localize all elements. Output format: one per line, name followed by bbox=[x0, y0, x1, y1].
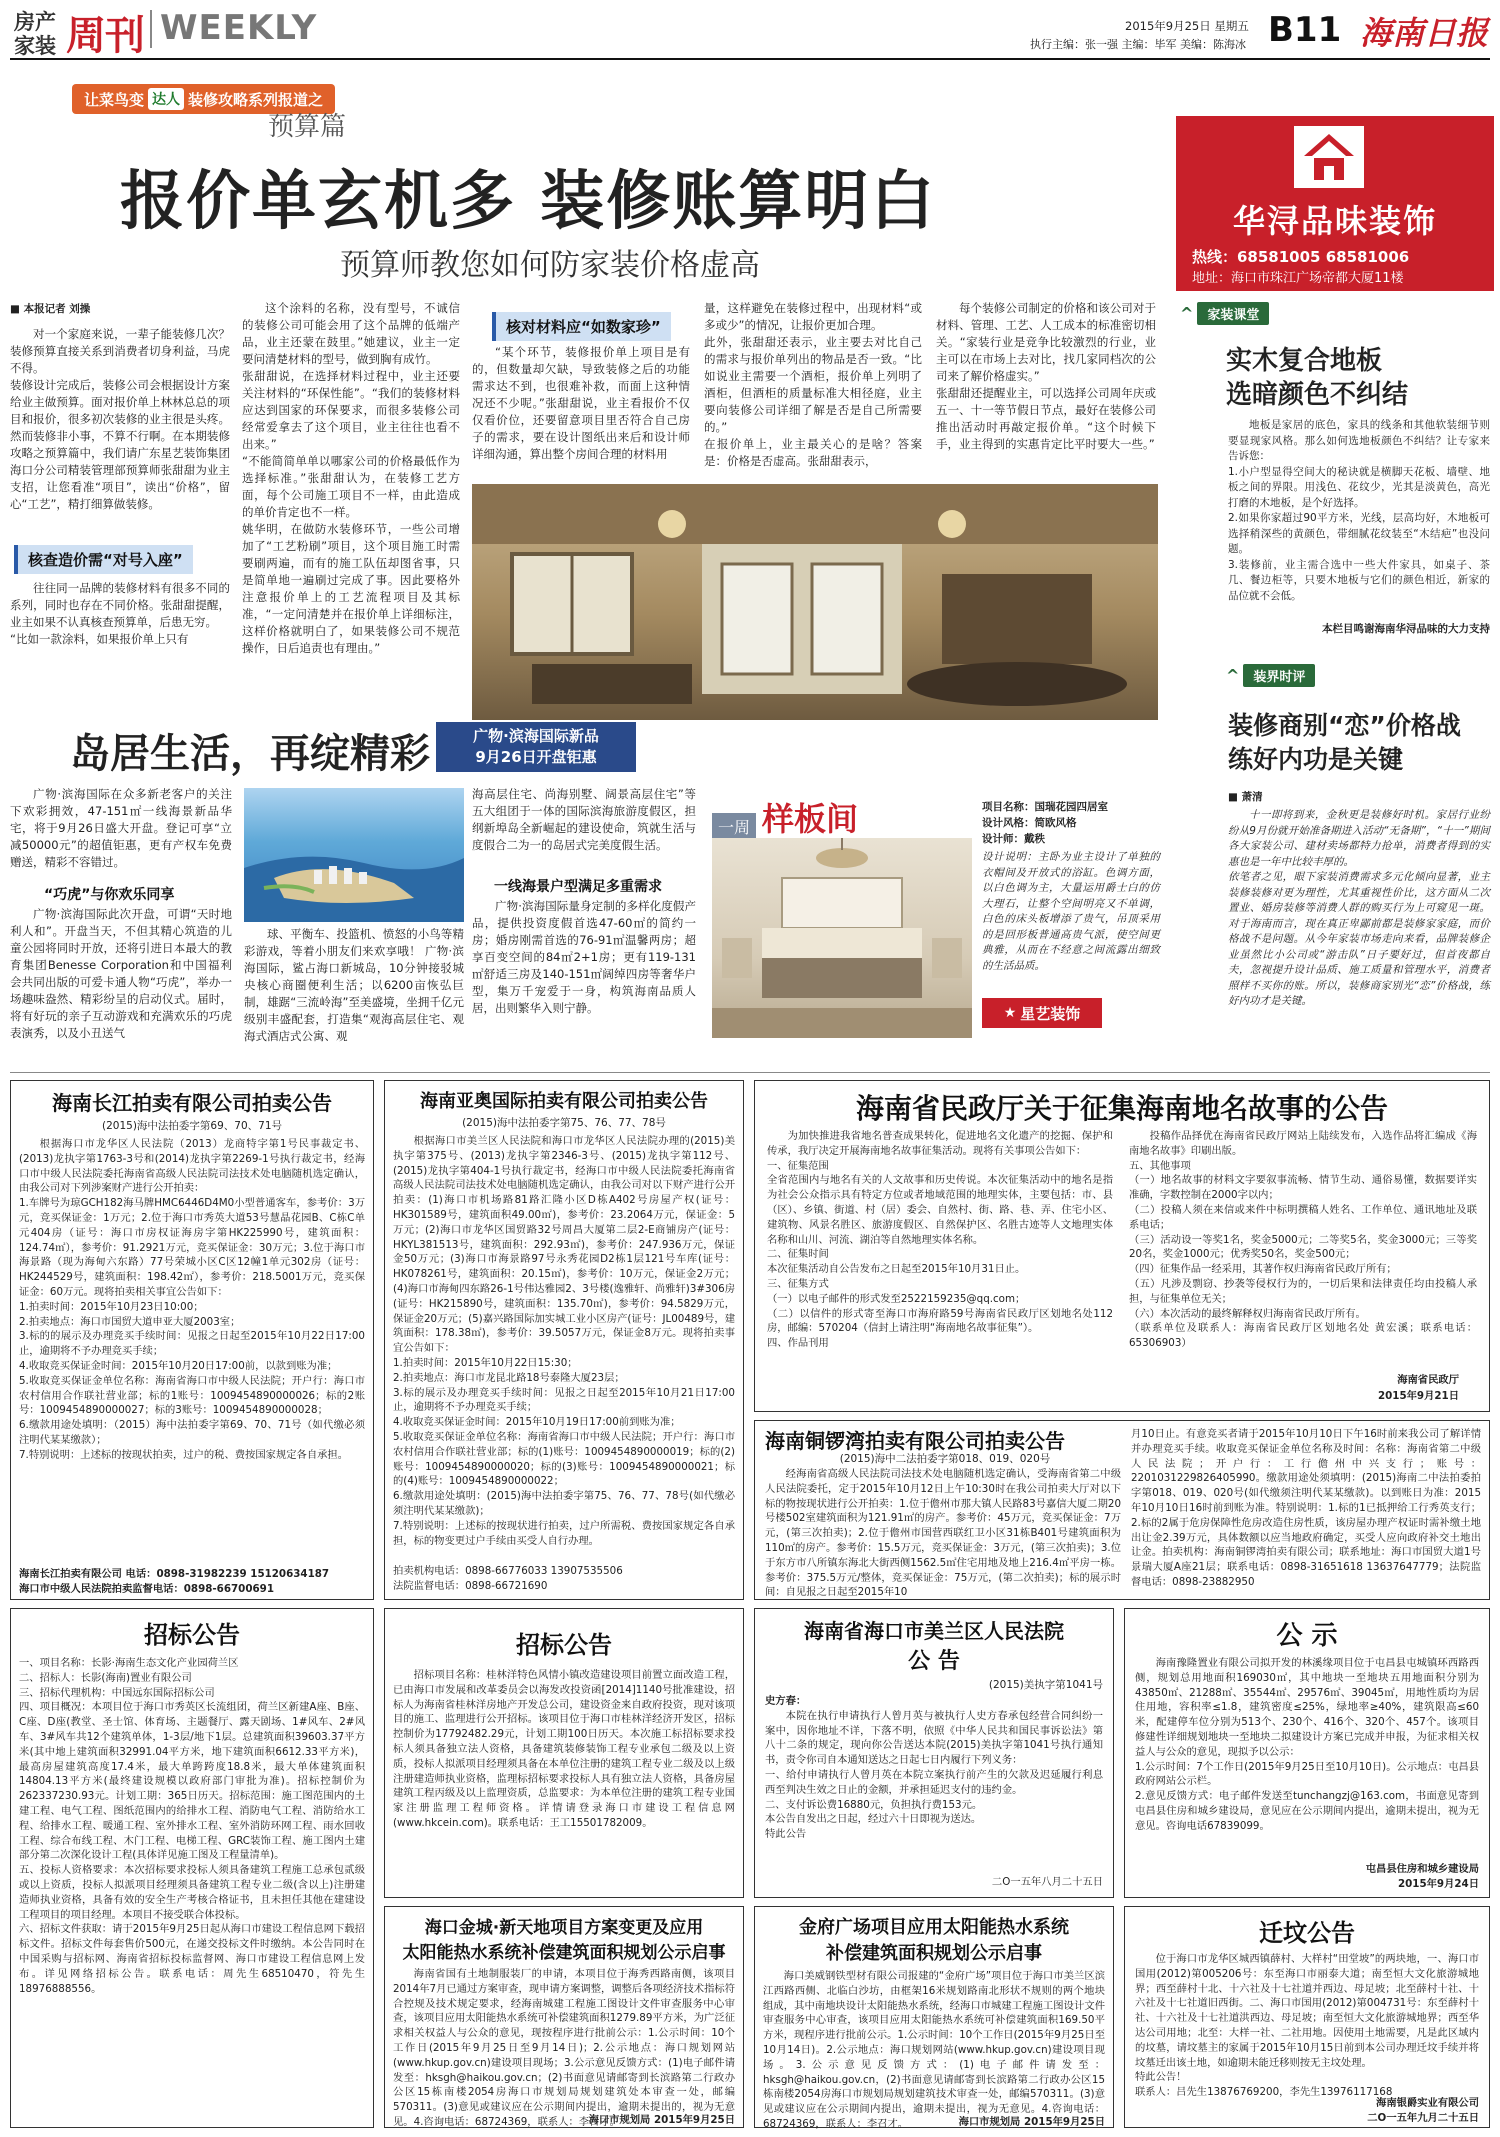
notice-zhaobiao-2 bbox=[384, 1608, 744, 1898]
class-tag-label: 家装课堂 bbox=[1197, 302, 1269, 325]
section-label-bottom: 家装 bbox=[14, 34, 56, 58]
notice-meilan bbox=[754, 1608, 1114, 1898]
class-title-1: 实木复合地板 bbox=[1226, 346, 1383, 376]
notice-gongshi-title: 公 示 bbox=[1276, 1621, 1338, 1651]
class-tag bbox=[1180, 302, 1269, 325]
notice-meilan-date: 二O一五年八月二十五日 bbox=[991, 1875, 1103, 1888]
showroom-concept: 设计说明：主卧为业主设计了单独的衣帽间及开放式的浴缸。色调方面，以白色调为主，大量运用爵士白的仿大理石，让整个空间明亮又不单调，白色的床头板增添了贵气，吊顶采用的是回形板普通高贵气派，使空间更典雅，从而在不经意之间流露出细致的生活品质。 bbox=[982, 851, 1160, 972]
section-rule bbox=[10, 1072, 1490, 1073]
lead-col1: 对一个家庭来说，一辈子能装修几次？装修预算直接关系到消费者切身利益，马虎不得。 装修设计完成后，装修公司会根据设计方案给业主做预算。面对报价单上林林总总的项目和报价，很多初次装修的业主很是头疼。然而装修非小事，不算不行啊。在本期装修攻略之预算篇中，我们请广东星艺装饰集团海口分公司精装管理部预算师张甜甜为业主支招，让您看准“项目”，读出“价格”，留心“工艺”，精打细算做装修。 bbox=[10, 327, 230, 511]
notice-qianfen bbox=[1124, 1906, 1490, 2128]
notice-jinfu-title-1: 金府广场项目应用太阳能热水系统 bbox=[799, 1917, 1069, 1938]
notice-yaao-footer-1: 拍卖机构电话：0898-66776033 13907535506 bbox=[393, 1565, 623, 1577]
island-subtitle bbox=[436, 722, 636, 772]
hua-xun-brand: 华浔品味装饰 bbox=[1232, 202, 1437, 240]
notice-yaao-body: 根据海口市美兰区人民法院和海口市龙华区人民法院办理的(2015)美执字第375号、(2013)龙执字第2346-3号、(2015)龙执字第112号、(2015)龙执字第404-1号执行裁定书，经海口市中级人民法院委托海南省高级人民法院司法技术处电脑随机选定确认，由我公司对以下财产进行公开拍卖：(1)海口市机场路81路汇隆小区D栋A402号房屋产权(证号：HK301589号，建筑面积49.00㎡)，参考价：23.2064万元，保证金：5万元；(2)海口市龙华区国贸路32号周昌大厦第二层2-E商铺房产(证号：HKYL381513号，建筑面积：292.93㎡)，参考价：247.936万元，保证金50万元；(3)海口市海景路97号永秀花园D2栋1层121号车库(证号：HK078261号，建筑面积：20.15㎡)，参考价：10万元，保证金2万元；(4)海口市海甸四东路26-1号伟达雅园2、3号楼(逸雅轩、尚雅轩)3#306房(证号：HK215890号，建筑面积：135.70㎡)，参考价：94.5829万元，保证金20万元；(5)嘉兴路国际加实城工业小区房产(证号：JL00489号，建筑面积：178.38㎡)，参考价：39.5057万元，保证金8万元。现将拍卖事宜公告如下： 1.拍卖时间：2015年10月22日15:30； 2.拍卖地点：海口市龙昆北路18号泰隆大厦23层； 3.标的展示及办理竞买手续时间：见报之日起至2015年10月21日17:00止，逾期将不予办理竞买手续； 4.收取竞买保证金时间：2015年10月19日17:00前到账为准； 5.收取竞买保证金单位名称：海南省海口市中级人民法院；开户行：海口市农村信用合作联社营业部；标的(1)账号：1009454890000019；标的(2)账号：1009454890000020；标的(3)账号：1009454890000021；标的(4)账号：1009454890000022； 6.缴款用途处填明：(2015)海中法拍委字第75、76、77、78号(如代缴必须注明代某某缴款)； 7.特别说明：上述标的按现状进行拍卖，过户所需税、费按国家规定各自承担，标的物变更过户手续由买受人自行办理。 bbox=[393, 1135, 735, 1547]
lead-byline: ■ 本报记者 刘操 bbox=[10, 303, 91, 315]
notice-tongluwan-title: 海南铜锣湾拍卖有限公司拍卖公告 bbox=[765, 1429, 1065, 1453]
notice-minzheng-title: 海南省民政厅关于征集海南地名故事的公告 bbox=[855, 1092, 1388, 1125]
lead-col1b: 往往同一品牌的装修材料有很多不同的系列，同时也存在不同价格。张甜甜提醒，业主如果不认真核查预算单，后患无穷。 “比如一款涂料，如果报价单上只有 bbox=[10, 581, 230, 646]
notice-tongluwan bbox=[754, 1420, 1490, 1600]
series-badge: 达人 bbox=[148, 88, 184, 110]
series-part: 预算篇 bbox=[268, 112, 347, 142]
notice-yaao bbox=[384, 1080, 744, 1600]
notice-qianfen-title: 迁坟公告 bbox=[1259, 1919, 1355, 1947]
notice-yaao-footer-2: 法院监督电话：0898-66721690 bbox=[393, 1579, 548, 1592]
notice-meilan-title-2: 公 告 bbox=[908, 1649, 960, 1674]
class-credit: 本栏目鸣谢海南华浔品味的大力支持 bbox=[1322, 623, 1490, 635]
notice-tongluwan-right: 月10日止。有意竞买者请于2015年10月10日下午16时前来我公司了解详情并办理竞买手续。收取竞买保证金单位名称及时间：名称：海南省第二中级人民法院；开户行：工行儋州中兴支行；账号：2201031229826405990。缴款用途处须填明：(2015)海南二中法拍委拍字第018、019、020号(如代缴须注明代某某缴款)。以到账日为准：2015年10月10日16时前到账为准。特别说明：1.标的1已抵押给工行秀英支行；2.标的2属于危房保障性危房改造住房性质，该房屋办理产权证时需补缴土地出让金2.39万元，具体数额以应当地政府确定，买受人应向政府补交土地出让金。拍卖机构：海南铜锣湾拍卖有限公司；联系地址：海口市国贸大道1号景瑞大厦A座21层；联系电话：0898-31651618 13637647779；法院监督电话：0898-23882950 bbox=[1131, 1428, 1481, 1588]
notice-jinyu-title-2: 太阳能热水系统补偿建筑面积规划公示启事 bbox=[402, 1943, 726, 1963]
notice-gongshi-date: 2015年9月24日 bbox=[1397, 1877, 1479, 1890]
notice-qianfen-sign: 海南银爵实业有限公司 bbox=[1376, 2097, 1479, 2109]
bedroom-photo-illustration bbox=[712, 838, 972, 1038]
masthead-rule bbox=[10, 58, 1490, 60]
paper-name: 海南日报 bbox=[1360, 14, 1489, 52]
island-sub-line2: 9月26日开盘钜惠 bbox=[475, 748, 597, 766]
notice-changjiang-body: 根据海口市龙华区人民法院（2013）龙商特字第1号民事裁定书、(2013)龙执字第1763-3号和(2014)龙执字第2269-1号执行裁定书，经海口市中级人民法院委托海南省高级人民法院司法技术处电脑随机选定确认，由我公司对下列涉案财产进行公开拍卖： 1.车牌号为琼GCH182海马牌HMC6446D4M0小型普通客车，参考价：3万元，竞买保证金：1万元；2.位于海口市秀英大道53号慧晶花园B、C栋C单元404房（证号：海口市房权证海房字第HK225990号，建筑面积：124.74㎡），参考价：91.2921万元，竞买保证金：30万元；3.位于海口市海景路（现为海甸六东路）77号荣城小区C区12幢1单元302房（证号：HK244529号，建筑面积：198.42㎡），参考价：218.5001万元，竞买保证金：60万元。现将拍卖相关事宜公告如下： 1.拍卖时间：2015年10月23日10:00； 2.拍卖地点：海口市国贸大道申亚大厦2003室； 3.标的的展示及办理竞买手续时间：见报之日起至2015年10月22日17:00止，逾期将不予办理竞买手续； 4.收取竞买保证金时间：2015年10月20日17:00前，以款到账为准； 5.收取竞买保证金单位名称：海南省海口市中级人民法院；开户行：海口市农村信用合作联社营业部；标的1账号：1009454890000026；标的2账号：1009454890000027；标的3账号：1009454890000028； 6.缴款用途处填明：（2015）海中法拍委字第69、70、71号（如代缴必须注明代某某缴款）； 7.特别说明：上述标的按现状拍卖，过户的税、费按国家规定各自承担。 bbox=[19, 1138, 365, 1461]
lead-col2: 这个涂料的名称，没有型号，不诚信的装修公司可能会用了这个品牌的低端产品，业主还蒙在鼓里。”她建议，业主一定要问清楚材料的型号，做到胸有成竹。 张甜甜说，在选择材料过程中，业主还要关注材料的“环保性能”。“我们的装修材料应达到国家的环保要求，而很多装修公司经常爱拿去了这个项目，业主往往也看不出来。” “不能简简单单以哪家公司的价格最低作为选择标准。”张甜甜认为，在装修工艺方面，每个公司施工项目不一样，由此造成的单价肯定也不一样。 姚华明，在做防水装修环节，一些公司增加了“工艺粉刷”项目，这个项目施工时需要刷两遍，而有的施工队伍却图省事，只是简单地一遍刷过完成了事。因此要格外注意报价单上的工艺流程项目及其标准，“一定问清楚并在报价单上详细标注，这样价格就明白了，如果装修公司不规范操作，日后追责也有理由。” bbox=[242, 301, 460, 655]
notice-yaao-subtitle: (2015)海中法拍委字第75、76、77、78号 bbox=[462, 1117, 666, 1129]
showroom-tag-main: 样板间 bbox=[762, 800, 859, 838]
notice-gongshi bbox=[1124, 1608, 1490, 1898]
masthead bbox=[0, 0, 1500, 59]
island-subhead-1: “巧虎”与你欢乐同享 bbox=[44, 887, 175, 903]
notice-jinfu bbox=[754, 1906, 1114, 2128]
series-tag-post: 装修攻略系列报道之 bbox=[188, 90, 324, 109]
review-body: 十一即将到来，金秋更是装修好时机。家居行业纷纷从9月份就开始准备期进入活动“无备期”，“十一”期间各大家装公司、建材卖场都特力抢单，消费者得到的实惠也是一年中比较丰厚的。 依笔者之见，眼下家装消费需求多元化倾向显著，业主装修装修对更为理性，尤其重视性价比，这方面从二次置业、婚房装修等消费人群的购买行为上可窥见一斑。对于海南而言，现在真正卑鄙前都是装修家家庭，而价格战不是问题。从今年家装市场走向来看，品牌装修企业虽然比小公司或“游击队”日子要好过，但首夜都自夫，忽视提升设计品质、施工质量和管理水平，消费者照样不买你的账。所以，装修商家别光“恋”价格战，练好内功才是关键。 bbox=[1228, 809, 1490, 1007]
island-subhead-2: 一线海景户型满足多重需求 bbox=[494, 879, 662, 895]
lead-photo bbox=[472, 484, 1158, 720]
coastal-aerial-photo-illustration bbox=[244, 788, 464, 922]
island-title: 岛居生活，再绽精彩 bbox=[70, 731, 430, 777]
notice-jinyu-body: 海南省国有土地制服装厂的申请，本项目位于海秀西路南侧，该项目2014年7月已通过方案审查，现申请方案调整，调整后各项经济技术指标符合控规及技术规定要求，经海南城建工程施工图设计文件审查服务中心审查，该项目应用太阳能热水系统可补偿建筑面积1279.89平方米，为广泛征求相关权益人与公众的意见，现按程序进行批前公示：1.公示时间：10个工作日(2015年9月25日至9月14日)；2.公示地点：海口规划网站(www.hkup.gov.cn)建设项目现场；3.公示意见反馈方式：(1)电子邮件请发至：hksgh@haikou.gov.cn；(2)书面意见请邮寄到长滨路第二行政办公区15栋南楼2054房海口市规划局规划建筑处本审查一处，邮编570311。(3)意见或建议应在公示期间内提出，逾期未提出的，视为无意见。4.咨询电话：68724369，联系人：李召才。 bbox=[393, 1968, 735, 2128]
hua-xun-address: 地址：海口市珠江广场帝都大厦11楼 bbox=[1192, 271, 1404, 286]
island-intro: 广物·滨海国际在众多新老客户的关注下欢彩拥效，47-151㎡一线海景新品华宅，将于9月26日盛大开盘。登记可享“立减50000元”的超值钜惠，更有产权车免费赠送，精彩不容错过。 bbox=[10, 787, 232, 869]
notice-changjiang-subtitle: (2015)海中法拍委字第69、70、71号 bbox=[102, 1120, 282, 1132]
class-title-2: 选暗颜色不纠结 bbox=[1226, 380, 1409, 410]
review-tag-label: 装界时评 bbox=[1243, 664, 1315, 687]
notice-minzheng-left: 为加快推进我省地名普查成果转化，促进地名文化遗产的挖掘、保护和传承，我厅决定开展海南地名故事征集活动。现将有关事项公告如下： 一、征集范围 全省范围内与地名有关的人文故事和历史传说。本次征集活动中的地名是指为社会公众指示具有特定方位或者地域范围的地理实体，主要包括：市、县（区）、乡镇、街道、村（居）委会、自然村、街、路、巷、弄、住宅小区、建筑物、风景名胜区、旅游度假区、自然保护区、名胜古迹等人文地理实体名称和山川、河流、湖泊等自然地理实体名称。 二、征集时间 本次征集活动自公告发布之日起至2015年10月31日止。 三、征集方式 （一）以电子邮件的形式发至2522159235@qq.com； （二）以信件的形式寄至海口市海府路59号海南省民政厅区划地名处112房，邮编：570204（信封上请注明“海南地名故事征集”）。 四、作品刊用 bbox=[767, 1130, 1113, 1350]
notice-minzheng-date: 2015年9月21日 bbox=[1377, 1390, 1459, 1402]
star-icon: ★ bbox=[1003, 1005, 1017, 1021]
notice-changjiang-footer-2: 海口市中级人民法院拍卖监督电话：0898-66700691 bbox=[19, 1582, 274, 1595]
showroom-designer: 设计师：戴秩 bbox=[982, 833, 1045, 845]
notice-yaao-title: 海南亚奥国际拍卖有限公司拍卖公告 bbox=[420, 1091, 708, 1112]
review-author: ■ 萧清 bbox=[1228, 791, 1263, 803]
interior-photo-illustration bbox=[472, 484, 1158, 720]
showroom-brand bbox=[982, 998, 1102, 1028]
showroom-photo bbox=[712, 838, 972, 1038]
notice-jinfu-title-2: 补偿建筑面积规划公示启事 bbox=[826, 1943, 1042, 1964]
lead-subhead-1: 核查造价需“对号入座” bbox=[14, 545, 193, 574]
showroom-tag-pre: 一周 bbox=[712, 813, 756, 840]
hua-xun-hotline: 热线：68581005 68581006 bbox=[1192, 248, 1410, 266]
showroom-style: 设计风格：简欧风格 bbox=[982, 817, 1077, 829]
review-tag bbox=[1226, 664, 1315, 687]
showroom-brand-name: 星艺装饰 bbox=[1020, 1004, 1081, 1023]
hua-xun-ad bbox=[1176, 116, 1494, 291]
notice-jinfu-body: 海口美威钢铁型材有限公司报建的“金府广场”项目位于海口市美兰区滨江西路西侧、北临白沙坊，由框架16米规划路南北形状不规则的两个地块组成，其中南地块设计太阳能热水系统，经海口市城建工程施工图设计文件审查服务中心审查，该项目应用太阳能热水系统可补偿建筑面积169.50平方米，现程序进行批前公示。1.公示时间：10个工作日(2015年9月25日至10月14日)。2.公示地点：海口规划网站(www.hkup.gov.cn)建设项目现场。3.公示意见反馈方式：(1)电子邮件请发至：hksgh@haikou.gov.cn，(2)书面意见请邮寄到长滨路第二行政办公区15栋南楼2054房海口市规划局规划建筑技术审查一处，邮编570311。(3)意见或建议应在公示期间内提出，逾期未提出，视为无意见。4.咨询电话：68724369，联系人：李召才。 bbox=[763, 1970, 1105, 2130]
date-line: 2015年9月25日 星期五 bbox=[1125, 19, 1249, 33]
showroom-tag bbox=[712, 794, 858, 840]
notice-tongluwan-left: 经海南省高级人民法院司法技术处电脑随机选定确认，受海南省第二中级人民法院委托，定于2015年10月12日上午10:30时在我公司拍卖大厅对以下标的物按现状进行公开拍卖：1.位于儋州市那大镇人民路83号嘉信大厦二期20号楼502室建筑面积为121.91㎡的房产。参考价：45万元，竞买保证金：7万元，(第三次拍卖)；2.位于儋州市国营西联红卫小区31栋B401号建筑面积为110㎡的房产。参考价：15.5万元，竞买保证金：3万元，(第三次拍卖)；3.位于东方市八所镇东海北大街西侧1562.5㎡住宅用地及地上216.4㎡平房一栋。参考价：375.5万元/整体，竞买保证金：75万元，(第二次拍卖)；标的展示时间：自见报之日起至2015年10 bbox=[765, 1468, 1121, 1599]
notice-meilan-subtitle: (2015)美执字第1041号 bbox=[988, 1679, 1103, 1691]
editor-line: 执行主编：张一强 主编：毕军 美编：陈海冰 bbox=[1030, 38, 1246, 51]
notice-jinyu bbox=[384, 1906, 744, 2128]
notice-gongshi-sign: 屯昌县住房和城乡建设局 bbox=[1365, 1863, 1479, 1875]
weekly-en: WEEKLY bbox=[160, 8, 318, 48]
weekly-cn: 周刊 bbox=[66, 13, 144, 59]
notice-qianfen-date: 二O一五年九月二十五日 bbox=[1367, 2111, 1479, 2124]
notice-tongluwan-subtitle: (2015)海中二法拍委字第018、019、020号 bbox=[839, 1453, 1051, 1465]
notice-changjiang-footer-1: 海南长江拍卖有限公司 电话：0898-31982239 15120634187 bbox=[19, 1568, 330, 1580]
house-logo-icon bbox=[1294, 126, 1364, 188]
island-col2: 球、平衡车、投篮机、愤怒的小鸟等精彩游戏，等着小朋友们来欢享哦！ 广物·滨海国际，鲨占海口新城岛，10分钟接驳城央核心商圈便利生活；以6200亩恢弘巨制，雄踞“三流岭海”至美盛境，坐拥千亿元级别丰盛配套，打造集“观海高层住宅、观海式酒店式公寓、观 bbox=[244, 927, 464, 1043]
masthead-divider bbox=[150, 10, 152, 48]
lead-subtitle: 预算师教您如何防家装价格虚高 bbox=[340, 248, 760, 283]
island-sub-line1: 广物·滨海国际新品 bbox=[473, 727, 599, 745]
island-col3: 海高层住宅、尚海别墅、阔景高层住宅”等五大组团于一体的国际滨海旅游度假区，担纲新埠岛全新崛起的建设使命，筑就生活与度假合二为一的岛居式完美度假生活。 bbox=[472, 787, 696, 852]
chevron-up-icon: ^ bbox=[1226, 666, 1240, 685]
notice-meilan-to: 史方春： bbox=[765, 1695, 807, 1707]
island-photo bbox=[244, 788, 464, 922]
hua-xun-logo bbox=[1294, 126, 1364, 188]
island-col3b: 广物·滨海国际量身定制的多样化度假产品，提供投资度假首选47-60㎡的简约一房；婚房刚需首选的76-91㎡温馨两房；超享百变空间的84㎡2+1房；更有119-131㎡舒适三房及140-151㎡阔绰四房等奢华户型，集万千宠爱于一身，构筑海南品质人居，出则繁华入则宁静。 bbox=[472, 899, 696, 1015]
lead-col3: “某个环节，装修报价单上项目是有的，但数量却欠缺，导致装修之后的功能需求达不到，也很难补救，而面上这种情况还不少呢。”张甜甜说，业主看报价不仅仅看价位，还要留意项目里否符合自己房子的需求，要在设计图纸出来后和设计师详细沟通，算出整个房间合理的材料用 bbox=[472, 345, 690, 461]
island-col1b: 广物·滨海国际此次开盘，可谓“天时地利人和”。开盘当天，不但其精心筑造的儿童公园将同时开放，还将引进日本最大的教育集团Benesse Corporation和中国福利会共同出版的可爱卡通人物“巧虎”，举办一场趣味盎然、精彩纷呈的启动仪式。届时，将有好玩的亲子互动游戏和充满欢乐的巧虎表演秀，以及小丑送气 bbox=[10, 907, 232, 1040]
notice-meilan-body: 本院在执行申请执行人曾月英与被执行人史方春承包经营合同纠纷一案中，因你地址不详，下落不明，依照《中华人民共和国民事诉讼法》第八十二条的规定，现向你公告送达本院(2015)美执字第1041号执行通知书，责令你司自本通知送达之日起七日内履行下列义务： 一、给付申请执行人曾月英在本院立案执行前产生的欠款及迟延履行利息西至判决生效之日止的金额，并承担延迟支付的违约金。 二、支付诉讼费16880元，负担执行费153元。 本公告自发出之日起，经过六十日即视为送达。 特此公告 bbox=[765, 1709, 1103, 1841]
lead-col5: 每个装修公司制定的价格和该公司对于材料、管理、工艺、人工成本的标准密切相关。“家装行业是竞争比较激烈的行业，业主可以在市场上去对比，找几家同档次的公司来了解价格虚实。” 张甜甜还提醒业主，可以选择公司周年庆或五一、十一等节假日节点，最好在装修公司推出活动时再敲定报价单。“这个时候下手，业主得到的实惠肯定比平时要大一些。” bbox=[936, 301, 1156, 451]
series-tag-pre: 让菜鸟变 bbox=[84, 90, 145, 109]
notice-meilan-title-1: 海南省海口市美兰区人民法院 bbox=[804, 1619, 1064, 1643]
section-label-top: 房产 bbox=[14, 10, 56, 34]
lead-col4: 量，这样避免在装修过程中，出现材料“或多或少”的情况，让报价更加合理。 此外，张甜甜还表示，业主要去对比自己的需求与报价单列出的物品是否一致。“比如说业主需要一个酒柜，报价单上列明了酒柜，但酒柜的质量标准大相径庭，业主要向装修公司详细了解是否是自己所需要的。” 在报价单上，业主最关心的是啥？答案是：价格是否虚高。张甜甜表示， bbox=[704, 301, 922, 468]
notice-jinyu-title-1: 海口金城·新天地项目方案变更及应用 bbox=[424, 1918, 704, 1938]
notice-qianfen-body: 位于海口市龙华区城西镇薛村、大样村“田堂坡”的两块地，一、海口市国用(2012)第005206号：东至海口市丽泰大道；南至恒大文化旅游城地界；西至薛村十北、十六社及十七社道并西边、母足坡；北至薛村十社、十六社及十七社道旧西街。二、海口市国用(2012)第004731号：东至薛村十社、十六社及十七社道洪西边、母足坡；南至恒大文化旅游城地界；西至华达公司用地；北至：大样一社、二社用地。因使用土地需要，凡是此区域内的坟墓，请坟墓主的家属于2015年10月15日前到本公司办理迁坟手续并将坟墓迁出该土地，如逾期未能迁移则按无主坟处理。 特此公告！ 联系人：吕先生13876769200，李先生13976117168 bbox=[1135, 1953, 1479, 2099]
notice-changjiang-title: 海南长江拍卖有限公司拍卖公告 bbox=[52, 1091, 332, 1115]
review-title-2: 练好内功是关键 bbox=[1228, 745, 1404, 774]
notice-gongshi-body: 海南豫隆置业有限公司拟开发的林溪缘项目位于屯昌县屯城镇环西路西侧，规划总用地面积169030㎡，其中地块一至地块五用地面积分别为43850㎡、21288㎡、35544㎡、29576㎡、39045㎡，用地性质均为居住用地，容积率≤1.8，建筑密度≤25%，绿地率≥40%，建筑限高≤60米，配建停车位分别为513个、230个、416个、320个、457个。该项目修建性详细规划地块一至地块二拟建设计方案已完成并申报，为征求相关权益人与公众的意见，现拟予以公示： 1.公示时间：7个工作日(2015年9月25日至10月10日)。公示地点：屯昌县政府网站公示栏。 2.意见反馈方式：电子邮件发送至tunchangzj@163.com，书面意见寄到屯昌县住房和城乡建设局，意见应在公示期间内提出，逾期未提出，视为无意见。咨询电话67839099。 bbox=[1135, 1657, 1479, 1832]
notice-zhaobiao-1-title: 招标公告 bbox=[144, 1621, 240, 1649]
notice-minzheng bbox=[754, 1080, 1490, 1412]
notice-minzheng-right: 投稿作品择优在海南省民政厅网站上陆续发布，入选作品将汇编成《海南地名故事》印刷出版。 五、其他事项 （一）地名故事的材料文字要叙事流畅、情节生动、通俗易懂，数据要详实准确，字数控制在2000字以内； （二）投稿人须在来信或来件中标明撰稿人姓名、工作单位、通讯地址及联系电话； （三）活动设一等奖1名，奖金5000元；二等奖5名，奖金3000元；三等奖20名，奖金1000元；优秀奖50名，奖金500元； （四）征集作品一经采用，其著作权归海南省民政厅所有； （五）凡涉及剽窃、抄袭等侵权行为的，一切后果和法律责任均由投稿人承担，与征集单位无关； （六）本次活动的最终解释权归海南省民政厅所有。 （联系单位及联系人：海南省民政厅区划地名处 黄宏溪；联系电话：65306903） bbox=[1129, 1130, 1477, 1350]
notice-zhaobiao-2-title: 招标公告 bbox=[516, 1631, 612, 1659]
class-body: 地板是家居的底色，家具的线条和其他软装细节则要显现家风格。那么如何选地板颜色不纠结？让专家来告诉您： 1.小户型显得空间大的秘诀就是横脚天花板、墙壁、地板之间的界限。用浅色、花纹少，光其是淡黄色，高光打磨的木地板，是个好选择。 2.如果你家超过90平方米，光线，层高均好，木地板可选择稍深些的黄颜色，带细腻花纹装至“木结疤”也没问题。 3.装修前，业主需合选中一些大件家具，如桌子、茶几、餐边柜等，只要木地板与它们的颜色相近，新家的品位就不会低。 bbox=[1228, 419, 1490, 602]
lead-title: 报价单玄机多 装修账算明白 bbox=[120, 165, 937, 239]
notice-zhaobiao-1-body: 一、项目名称：长影·海南生态文化产业园荷兰区 二、招标人：长影(海南)置业有限公司 三、招标代理机构：中国远东国际招标公司 四、项目概况：本项目位于海口市秀英区长流组团，荷兰区新建A座、B座、C座、D座(教堂、圣士馆、体育场、主题餐厅、露天剧场、1#风车、2#风车、3#风车共12个建筑单体，1-3层/地下1层。总建筑面积39603.37平方米(其中地上建筑面积32991.04平方米，地下建筑面积6612.33平方米)，最高房屋建筑高度17.4米，最大单跨跨度18.8米，最大单体建筑面积14804.13平方米(最终建设规模以政府部门审批为准)。招标控制价为262337230.93元。计划工期：365日历天。招标范围：施工图范围内的土建工程、电气工程、图纸范围内的给排水工程、消防电气工程、消防给水工程、给排水工程、暖通工程、室外排水工程、室外消防环网工程、雨水回收工程、综合布线工程、木门工程、电梯工程、GRC装饰工程、施工图内土建部分第二次深化设计工程(具体详见施工图及工程量清单)。 五、投标人资格要求：本次招标要求投标人须具备建筑工程施工总承包贰级或以上资质，投标人拟派项目经理须具备建筑工程专业二级(含以上)注册建造师执业资格，具备有效的安全生产考核合格证书，且未担任其他在建建设工程项目的项目经理。本项目不接受联合体投标。 六、招标文件获取：请于2015年9月25日起从海口市建设工程信息网下载招标文件。招标文件每套售价500元，在递交投标文件时缴纳。本公告同时在中国采购与招标网、海南省招标投标监督网、海口市建设工程信息网上发布。详见网络招标公告。联系电话：周先生68510470，符先生18976888556。 bbox=[19, 1657, 365, 1995]
notice-zhaobiao-2-body: 招标项目名称：桂林洋特色风情小镇改造建设项目前置立面改造工程，已由海口市发展和改革委员会以海发改投资函[2014]1140号批准建设，招标人为海南省桂林洋房地产开发总公司，建设资金来自政府投资，现对该项目的施工、监理进行公开招标。该项目位于海口市桂林洋经济开发区，招标控制价为17792482.29元，计划工期100日历天。本次施工标招标要求投标人须具备独立法人资格，具备建筑装修装饰工程专业承包二级及以上资质，投标人拟派项目经理须具备在本单位注册的建筑工程专业二级及以上级注册建造师执业资格，监理标招标要求投标人具有独立法人资格，具备房屋建筑工程丙级及以上监理资质，总监要求：为本单位注册的建筑工程专业国家注册监理工程师资格。详情请登录海口市建设工程信息网(www.hkcein.com)。联系电话：王工15501782009。 bbox=[393, 1669, 735, 1829]
notice-jinyu-sign: 海口市规划局 2015年9月25日 bbox=[588, 2114, 735, 2126]
notice-zhaobiao-1 bbox=[10, 1608, 374, 2128]
page-number: B11 bbox=[1268, 10, 1342, 50]
notice-jinfu-sign: 海口市规划局 2015年9月25日 bbox=[958, 2116, 1105, 2128]
showroom-project: 项目名称：国瑞花园四居室 bbox=[982, 801, 1108, 813]
review-title-1: 装修商别“恋”价格战 bbox=[1228, 711, 1461, 740]
lead-subhead-2: 核对材料应“如数家珍” bbox=[492, 312, 671, 341]
notice-minzheng-sign: 海南省民政厅 bbox=[1397, 1374, 1459, 1386]
chevron-up-icon: ^ bbox=[1180, 304, 1194, 323]
notice-changjiang bbox=[10, 1080, 374, 1600]
